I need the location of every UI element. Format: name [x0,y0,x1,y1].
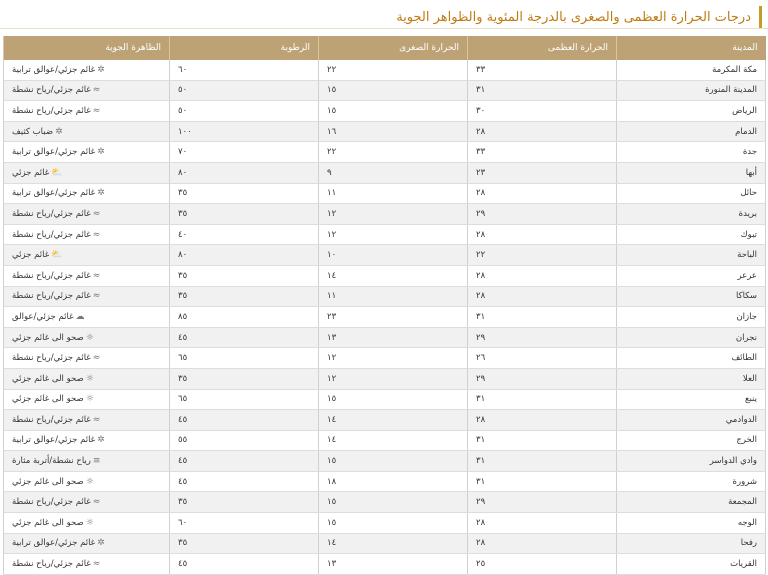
phenomenon-text: صحو الى غائم جزئي [12,476,84,487]
table-header-row [4,36,766,60]
sunny-icon: ☼ [85,517,94,528]
city-cell: الدوادمي [617,410,766,431]
phenomenon-cell [4,101,170,122]
phenomenon-wrap [12,127,65,137]
max-temp-cell: ٢٩ [468,368,617,389]
max-temp-cell: ٢٩ [468,327,617,348]
dust-icon: ✲ [97,147,105,158]
min-temp-cell: ١٠ [319,245,468,266]
max-temp-cell: ٢٩ [468,204,617,225]
max-temp-cell: ٣١ [468,471,617,492]
min-temp-cell: ١٦ [319,121,468,142]
wind-icon: ≈ [92,229,101,240]
phenomenon-cell [4,492,170,513]
humidity-cell: ٣٥ [170,533,319,554]
phenomenon-cell [4,513,170,534]
max-temp-cell: ٣١ [468,389,617,410]
humidity-cell: ٤٥ [170,554,319,575]
wind-icon: ≈ [92,559,101,570]
min-temp-cell: ١٣ [319,554,468,575]
min-temp-cell: ٢٢ [319,142,468,163]
dust-wind-icon: ≡ [92,456,101,467]
min-temp-cell: ١٣ [319,327,468,348]
phenomenon-wrap [12,456,102,466]
phenomenon-wrap [12,147,107,157]
table-row [4,204,766,225]
max-temp-cell: ٣٠ [468,101,617,122]
max-temp-cell: ٢٨ [468,224,617,245]
city-cell: نجران [617,327,766,348]
phenomenon-text: صحو الى غائم جزئي [12,517,84,528]
phenomenon-wrap [12,497,102,507]
city-cell: أبها [617,162,766,183]
city-cell: مكة المكرمة [617,60,766,80]
phenomenon-text: غائم جزئي/رياح نشطة [12,105,91,116]
phenomenon-cell [4,204,170,225]
dust-icon: ✲ [97,188,105,199]
max-temp-cell: ٢٨ [468,121,617,142]
max-temp-cell: ٣١ [468,451,617,472]
humidity-cell: ٦٠ [170,513,319,534]
title-bar [6,6,762,28]
phenomenon-wrap [12,394,96,404]
city-cell: القريات [617,554,766,575]
table-row [4,327,766,348]
city-cell: الخرج [617,430,766,451]
humidity-cell: ٥٠ [170,101,319,122]
header-city: المدينة [617,36,766,60]
wind-icon: ≈ [92,85,101,96]
max-temp-cell: ٢٨ [468,286,617,307]
sunny-icon: ☼ [85,394,94,405]
phenomenon-wrap [12,312,87,322]
phenomenon-text: غائم جزئي/عوالق ترابية [12,64,96,75]
table-body [4,60,766,574]
table-row [4,142,766,163]
wind-icon: ≈ [92,291,101,302]
phenomenon-wrap [12,106,102,116]
city-cell: الباحة [617,245,766,266]
wind-icon: ≈ [92,353,101,364]
phenomenon-cell [4,554,170,575]
max-temp-cell: ٢٢ [468,245,617,266]
phenomenon-wrap [12,435,107,445]
partly-cloudy-icon: ⛅ [51,250,63,261]
city-cell: حائل [617,183,766,204]
phenomenon-cell [4,121,170,142]
wind-icon: ≈ [92,497,101,508]
city-cell: سكاكا [617,286,766,307]
min-temp-cell: ١٢ [319,348,468,369]
city-cell: جدة [617,142,766,163]
phenomenon-wrap [12,291,102,301]
humidity-cell: ٣٥ [170,368,319,389]
phenomenon-cell [4,286,170,307]
min-temp-cell: ٢٣ [319,307,468,328]
table-row [4,410,766,431]
max-temp-cell: ٣٣ [468,60,617,80]
humidity-cell: ٣٥ [170,204,319,225]
phenomenon-wrap [12,374,96,384]
min-temp-cell: ١٤ [319,410,468,431]
humidity-cell: ٨٥ [170,307,319,328]
humidity-cell: ٣٥ [170,492,319,513]
table-row [4,286,766,307]
phenomenon-text: غائم جزئي [12,250,50,261]
table-row [4,245,766,266]
phenomenon-wrap [12,518,96,528]
city-cell: العلا [617,368,766,389]
phenomenon-cell [4,265,170,286]
max-temp-cell: ٢٨ [468,265,617,286]
max-temp-cell: ٢٣ [468,162,617,183]
city-cell: ينبع [617,389,766,410]
max-temp-cell: ٣١ [468,307,617,328]
humidity-cell: ٣٥ [170,286,319,307]
header-humidity: الرطوبة [170,36,319,60]
table-row [4,265,766,286]
phenomenon-cell [4,410,170,431]
max-temp-cell: ٣١ [468,80,617,101]
phenomenon-cell [4,471,170,492]
table-row [4,389,766,410]
page-title: درجات الحرارة العظمى والصغرى بالدرجة المئوية والظواهر الجوية [396,9,751,25]
phenomenon-text: غائم جزئي/رياح نشطة [12,291,91,302]
min-temp-cell: ١٢ [319,368,468,389]
phenomenon-cell [4,368,170,389]
table-row [4,121,766,142]
min-temp-cell: ١٢ [319,224,468,245]
table-row [4,492,766,513]
city-cell: بريدة [617,204,766,225]
table-row [4,513,766,534]
phenomenon-wrap [12,415,102,425]
max-temp-cell: ٢٨ [468,410,617,431]
header-phenomenon: الظاهرة الجوية [4,36,170,60]
city-cell: وادي الدواسر [617,451,766,472]
max-temp-cell: ٢٩ [468,492,617,513]
city-cell: الطائف [617,348,766,369]
city-cell: المجمعة [617,492,766,513]
city-cell: المدينة المنورة [617,80,766,101]
phenomenon-wrap [12,230,102,240]
table-row [4,80,766,101]
phenomenon-cell [4,162,170,183]
max-temp-cell: ٢٨ [468,513,617,534]
min-temp-cell: ١٥ [319,101,468,122]
humidity-cell: ٣٥ [170,183,319,204]
table-row [4,224,766,245]
phenomenon-cell [4,80,170,101]
phenomenon-cell [4,533,170,554]
wind-icon: ≈ [92,414,101,425]
table-row [4,60,766,80]
fog-icon: ✲ [55,126,63,137]
phenomenon-cell [4,430,170,451]
phenomenon-text: غائم جزئي/رياح نشطة [12,270,91,281]
table-row [4,307,766,328]
min-temp-cell: ١١ [319,286,468,307]
partly-cloudy-icon: ⛅ [51,167,63,178]
phenomenon-text: غائم جزئي/عوالق ترابية [12,188,96,199]
phenomenon-cell [4,142,170,163]
phenomenon-wrap [12,168,64,178]
humidity-cell: ٤٥ [170,327,319,348]
phenomenon-wrap [12,209,102,219]
sunny-icon: ☼ [85,332,94,343]
wind-icon: ≈ [92,105,101,116]
phenomenon-text: غائم جزئي/عوالق ترابية [12,147,96,158]
dust-icon: ✲ [97,538,105,549]
humidity-cell: ٧٠ [170,142,319,163]
phenomenon-text: غائم جزئي/رياح نشطة [12,497,91,508]
max-temp-cell: ٢٥ [468,554,617,575]
phenomenon-text: غائم جزئي/رياح نشطة [12,414,91,425]
phenomenon-wrap [12,333,96,343]
humidity-cell: ٦٥ [170,389,319,410]
phenomenon-cell [4,183,170,204]
dust-icon: ✲ [97,64,105,75]
phenomenon-text: غائم جزئي/عوالق ترابية [12,435,96,446]
humidity-cell: ٣٥ [170,265,319,286]
table-row [4,533,766,554]
max-temp-cell: ٣١ [468,430,617,451]
max-temp-cell: ٣٣ [468,142,617,163]
weather-table [3,36,766,575]
table-row [4,368,766,389]
wind-icon: ≈ [92,270,101,281]
phenomenon-wrap [12,477,96,487]
table-row [4,554,766,575]
phenomenon-wrap [12,85,102,95]
phenomenon-text: غائم جزئي/عوالق [12,311,74,322]
phenomenon-wrap [12,250,64,260]
sunny-icon: ☼ [85,476,94,487]
humidity-cell: ٨٠ [170,245,319,266]
max-temp-cell: ٢٦ [468,348,617,369]
table-row [4,101,766,122]
phenomenon-text: غائم جزئي/رياح نشطة [12,208,91,219]
phenomenon-cell [4,451,170,472]
table-row [4,430,766,451]
phenomenon-wrap [12,538,107,548]
phenomenon-cell [4,245,170,266]
phenomenon-text: غائم جزئي/رياح نشطة [12,353,91,364]
min-temp-cell: ١٥ [319,451,468,472]
phenomenon-wrap [12,559,102,569]
humidity-cell: ٥٥ [170,430,319,451]
dust-icon: ✲ [97,435,105,446]
header-max-temp: الحرارة العظمى [468,36,617,60]
humidity-cell: ٤٥ [170,410,319,431]
phenomenon-cell [4,389,170,410]
sunny-icon: ☼ [85,373,94,384]
phenomenon-cell [4,348,170,369]
city-cell: الرياض [617,101,766,122]
humidity-cell: ٤٥ [170,451,319,472]
phenomenon-wrap [12,353,102,363]
min-temp-cell: ١٤ [319,430,468,451]
max-temp-cell: ٢٨ [468,183,617,204]
phenomenon-cell [4,327,170,348]
humidity-cell: ٦٥ [170,348,319,369]
table-row [4,162,766,183]
humidity-cell: ٤٠ [170,224,319,245]
min-temp-cell: ١٤ [319,533,468,554]
min-temp-cell: ١٥ [319,80,468,101]
phenomenon-text: غائم جزئي/عوالق ترابية [12,538,96,549]
min-temp-cell: ١٥ [319,513,468,534]
humidity-cell: ٨٠ [170,162,319,183]
max-temp-cell: ٢٨ [468,533,617,554]
city-cell: جازان [617,307,766,328]
min-temp-cell: ١٤ [319,265,468,286]
min-temp-cell: ١٨ [319,471,468,492]
min-temp-cell: ٩ [319,162,468,183]
humidity-cell: ١٠٠ [170,121,319,142]
phenomenon-cell [4,60,170,80]
table-row [4,348,766,369]
phenomenon-text: صحو الى غائم جزئي [12,394,84,405]
phenomenon-wrap [12,65,107,75]
city-cell: شرورة [617,471,766,492]
phenomenon-cell [4,224,170,245]
phenomenon-text: صحو الى غائم جزئي [12,373,84,384]
phenomenon-wrap [12,271,102,281]
min-temp-cell: ١٥ [319,389,468,410]
phenomenon-wrap [12,188,107,198]
phenomenon-text: صحو الى غائم جزئي [12,332,84,343]
phenomenon-text: رياح نشطة/أتربة مثارة [12,456,91,467]
humidity-cell: ٦٠ [170,60,319,80]
phenomenon-text: غائم جزئي [12,167,50,178]
humidity-cell: ٥٠ [170,80,319,101]
phenomenon-text: غائم جزئي/رياح نشطة [12,559,91,570]
table-row [4,183,766,204]
city-cell: تبوك [617,224,766,245]
min-temp-cell: ١١ [319,183,468,204]
city-cell: رفحا [617,533,766,554]
haze-icon: ☁ [75,311,85,322]
city-cell: عرعر [617,265,766,286]
wind-icon: ≈ [92,208,101,219]
table-row [4,471,766,492]
city-cell: الدمام [617,121,766,142]
title-divider [0,28,768,29]
table-row [4,451,766,472]
humidity-cell: ٤٥ [170,471,319,492]
min-temp-cell: ٢٢ [319,60,468,80]
city-cell: الوجه [617,513,766,534]
phenomenon-text: غائم جزئي/رياح نشطة [12,85,91,96]
phenomenon-text: غائم جزئي/رياح نشطة [12,229,91,240]
phenomenon-cell [4,307,170,328]
phenomenon-text: ضباب كثيف [12,126,54,137]
min-temp-cell: ١٢ [319,204,468,225]
header-min-temp: الحرارة الصغرى [319,36,468,60]
min-temp-cell: ١٥ [319,492,468,513]
